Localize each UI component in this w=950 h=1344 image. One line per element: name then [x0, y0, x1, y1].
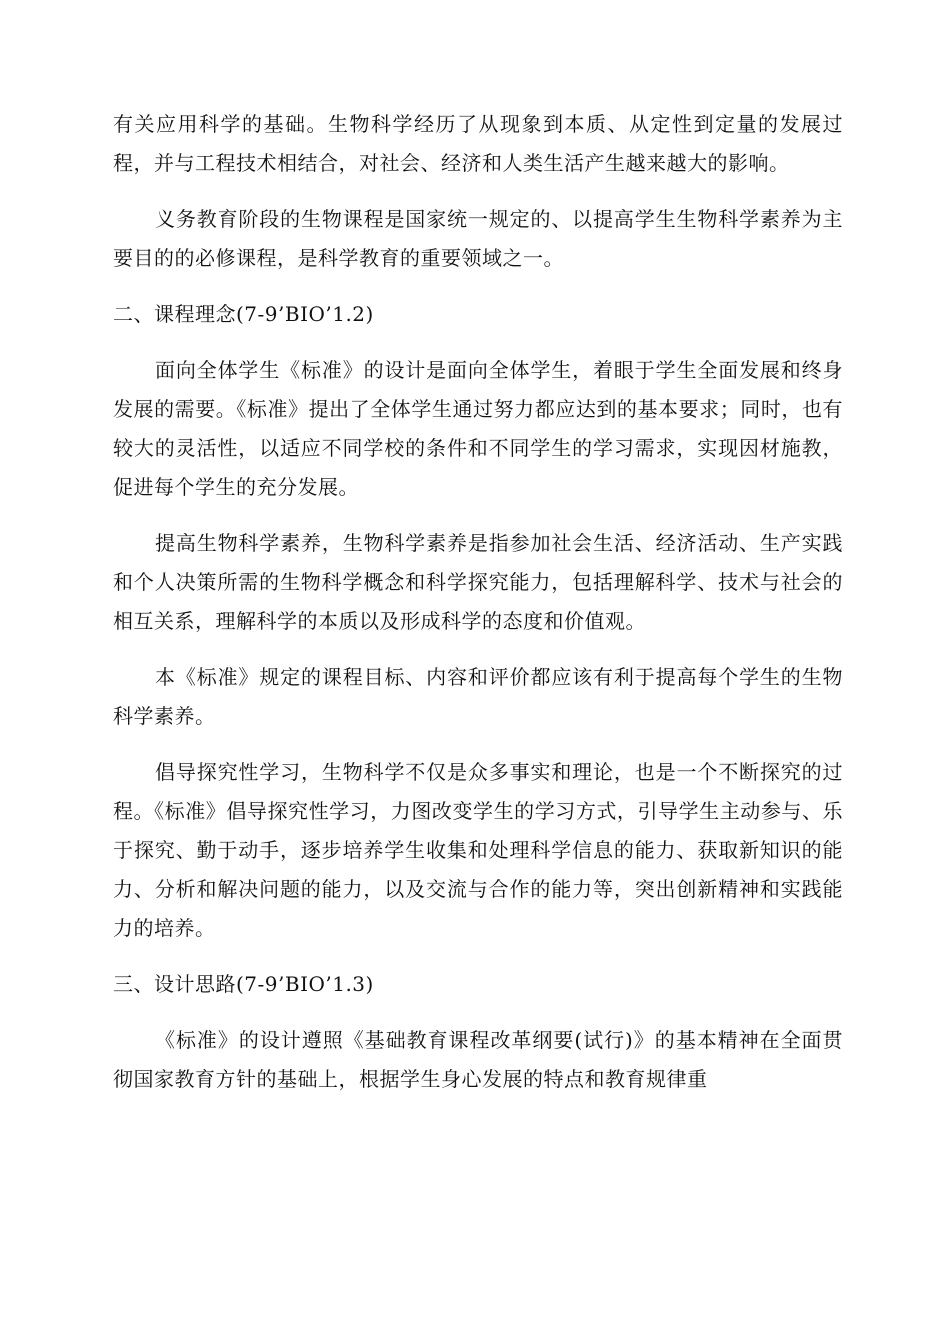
paragraph-design-basis: 《标准》的设计遵照《基础教育课程改革纲要(试行)》的基本精神在全面贯彻国家教育方针的基础上，根据学生身心发展的特点和教育规律重 [113, 1028, 843, 1091]
paragraph-scientific-literacy: 提高生物科学素养，生物科学素养是指参加社会生活、经济活动、生产实践和个人决策所需的生物科学概念和科学探究能力，包括理解科学、技术与社会的相互关系，理解科学的本质以及形成科学的态度和价值观。 [113, 531, 843, 633]
paragraph-standard-goals: 本《标准》规定的课程目标、内容和评价都应该有利于提高每个学生的生物科学素养。 [113, 665, 843, 728]
paragraph-biology-foundation: 有关应用科学的基础。生物科学经历了从现象到本质、从定性到定量的发展过程，并与工程技术相结合，对社会、经济和人类生活产生越来越大的影响。 [113, 112, 843, 175]
paragraph-inquiry-learning: 倡导探究性学习，生物科学不仅是众多事实和理论，也是一个不断探究的过程。《标准》倡导探究性学习，力图改变学生的学习方式，引导学生主动参与、乐于探究、勤于动手，逐步培养学生收集和处理科学信息的能力、获取新知识的能力、分析和解决问题的能力，以及交流与合作的能力等，突出创新精神和实践能力的培养。 [113, 760, 843, 940]
section-heading-design-idea: 三、设计思路(7-9’BIO’1.3) [113, 972, 374, 996]
paragraph-compulsory-course: 义务教育阶段的生物课程是国家统一规定的、以提高学生生物科学素养为主要目的的必修课程，是科学教育的重要领域之一。 [113, 207, 843, 270]
paragraph-all-students: 面向全体学生《标准》的设计是面向全体学生，着眼于学生全面发展和终身发展的需要。《标准》提出了全体学生通过努力都应达到的基本要求；同时，也有较大的灵活性，以适应不同学校的条件和不同学生的学习需求，实现因材施教，促进每个学生的充分发展。 [113, 358, 843, 499]
section-heading-course-concept: 二、课程理念(7-9’BIO’1.2) [113, 302, 374, 326]
document-body [113, 105, 843, 1116]
